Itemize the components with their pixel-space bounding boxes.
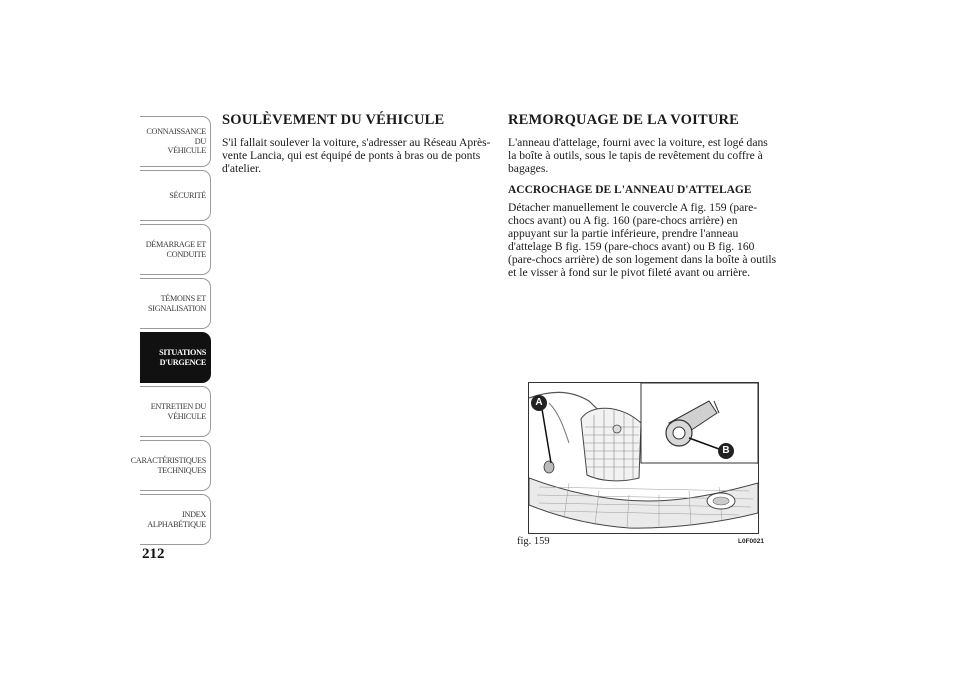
tab-index-alphabetique[interactable]: INDEX ALPHABÉTIQUE <box>140 494 211 545</box>
figure-code: L0F0021 <box>738 538 765 545</box>
section-title-soulevement: SOULÈVEMENT DU VÉHICULE <box>222 112 445 128</box>
figure-label-a: A <box>535 397 543 408</box>
tab-securite[interactable]: SÉCURITÉ <box>140 170 211 221</box>
bumper-illustration <box>529 383 758 533</box>
paragraph-accrochage: Détacher manuellement le couvercle A fig. 159 (pare-chocs avant) ou A fig. 160 (pare-chocs arrière) en appuyant sur la partie inférieure, prendre l'anneau d'attelage B fig. 159 (pare-chocs avant) ou B fig. 160 (pare-chocs arrière) de son logement dans la boîte à outils et le visser à fond sur le pivot fileté avant ou arrière. <box>508 201 777 279</box>
tab-entretien-du-vehicule[interactable]: ENTRETIEN DU VÉHICULE <box>140 386 211 437</box>
tab-caracteristiques-techniques[interactable]: CARACTÉRISTIQUES TECHNIQUES <box>140 440 211 491</box>
tab-situations-d-urgence[interactable]: SITUATIONS D'URGENCE <box>140 332 211 383</box>
chapter-tabs <box>130 116 211 548</box>
figure-front-bumper-towing-eye <box>528 382 759 534</box>
section-soulevement <box>222 112 492 175</box>
section-title-remorquage: REMORQUAGE DE LA VOITURE <box>508 112 740 128</box>
tab-temoins-et-signalisation[interactable]: TÉMOINS ET SIGNALISATION <box>140 278 211 329</box>
tab-connaissance-du-vehicule[interactable]: CONNAISSANCE DU VÉHICULE <box>140 116 211 167</box>
paragraph-remorquage-intro: L'anneau d'attelage, fourni avec la voiture, est logé dans la boîte à outils, sous le tapis de revêtement du coffre à bagages. <box>508 136 768 175</box>
page-number: 212 <box>142 546 165 562</box>
figure-label-b: B <box>722 445 730 456</box>
section-remorquage <box>508 112 778 279</box>
subsection-title-accrochage: ACCROCHAGE DE L'ANNEAU D'ATTELAGE <box>508 184 752 196</box>
paragraph-soulevement: S'il fallait soulever la voiture, s'adresser au Réseau Après-vente Lancia, qui est équipé de ponts à bras ou de ponts d'atelier. <box>222 136 491 175</box>
figure-caption: fig. 159 <box>517 536 550 547</box>
tab-demarrage-et-conduite[interactable]: DÉMARRAGE ET CONDUITE <box>140 224 211 275</box>
